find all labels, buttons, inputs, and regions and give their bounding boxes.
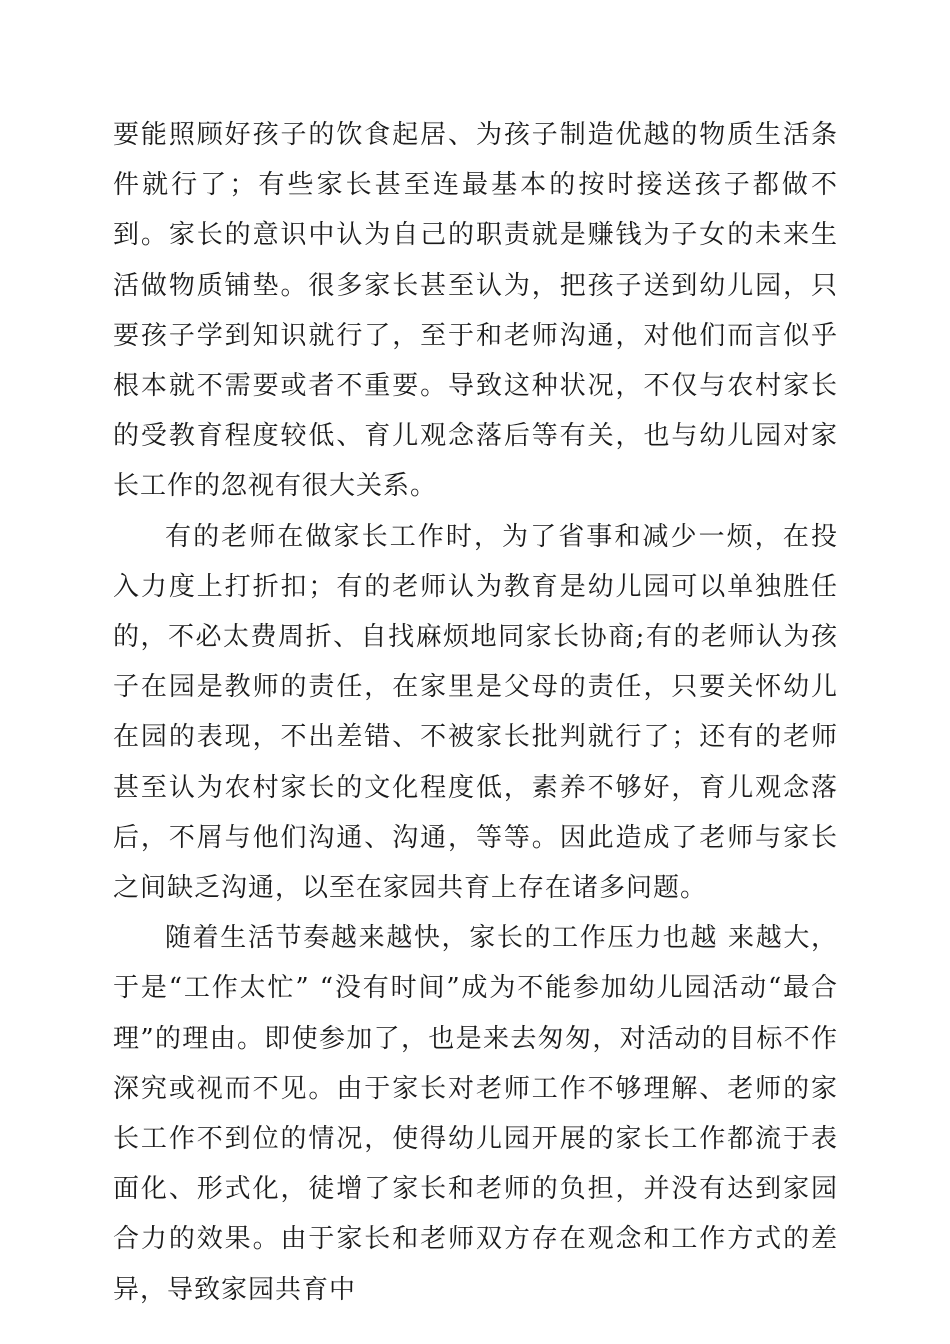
paragraph-3: 随着生活节奏越来越快，家长的工作压力也越 来越大，于是“工作太忙” “没有时间”成为不能参加幼儿园活动“最合理”的理由。即使参加了，也是来去匆匆，对活动的目标不作深究或视而不见。由于家长对老师工作不够理解、老师的家长工作不到位的情况，使得幼儿园开展的家长工作都流于表面化、形式化，徒增了家长和老师的负担，并没有达到家园合力的效果。由于家长和老师双方存在观念和工作方式的差异，导致家园共育中 (113, 923, 838, 1305)
document-body (113, 110, 838, 1315)
paragraph-1: 要能照顾好孩子的饮食起居、为孩子制造优越的物质生活条件就行了；有些家长甚至连最基本的按时接送孩子都做不到。家长的意识中认为自己的职责就是赚钱为子女的未来生活做物质铺垫。很多家长甚至认为，把孩子送到幼儿园，只要孩子学到知识就行了，至于和老师沟通，对他们而言似乎根本就不需要或者不重要。导致这种状况，不仅与农村家长的受教育程度较低、育儿观念落后等有关，也与幼儿园对家长工作的忽视有很大关系。 (113, 120, 838, 502)
paragraph-2: 有的老师在做家长工作时，为了省事和减少一烦，在投入力度上打折扣；有的老师认为教育是幼儿园可以单独胜任的，不必太费周折、自找麻烦地同家长协商;有的老师认为孩子在园是教师的责任，在家里是父母的责任，只要关怀幼儿在园的表现，不出差错、不被家长批判就行了；还有的老师甚至认为农村家长的文化程度低，素养不够好，育儿观念落后，不屑与他们沟通、沟通，等等。因此造成了老师与家长之间缺乏沟通，以至在家园共育上存在诸多问题。 (113, 521, 838, 904)
